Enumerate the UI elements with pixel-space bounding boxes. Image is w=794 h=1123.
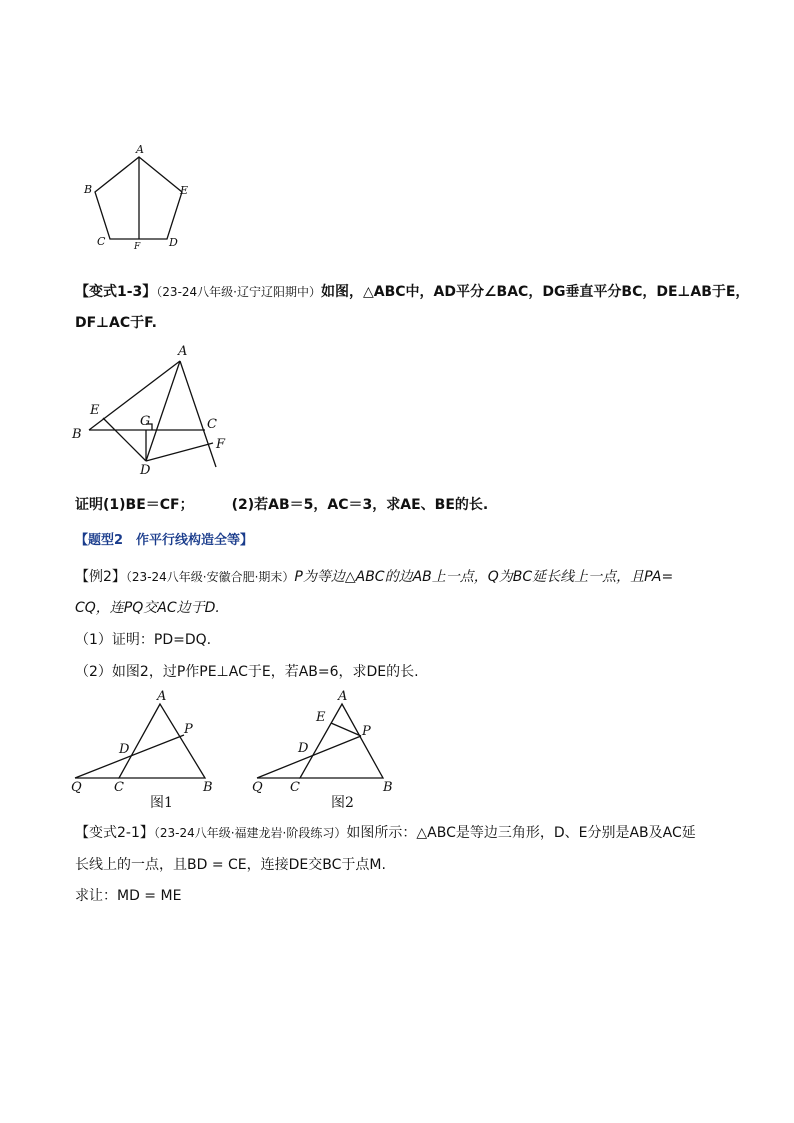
label-e: E — [90, 403, 100, 418]
example-2-line2: CQ，连PQ交AC边于D. — [75, 600, 220, 616]
fig2-label-c: C — [290, 780, 300, 795]
fig2-label-q: Q — [252, 780, 263, 795]
variant-2-1-line3: 求让：MD = ME — [75, 888, 182, 904]
example-2-source: （23-24八年级·安徽合肥·期末） — [125, 570, 295, 584]
label-b: B — [72, 427, 82, 442]
proof-part2: (2)若AB＝5，AC＝3，求AE、BE的长. — [231, 497, 489, 513]
label-g: G — [140, 414, 151, 429]
label-b: B — [84, 183, 93, 196]
fig2-segment-qp — [257, 736, 361, 778]
variant-1-3-line2: DF⊥AC于F. — [75, 315, 157, 331]
variant-1-3-source: （23-24八年级·辽宁辽阳期中） — [156, 285, 321, 299]
example-2-q1: （1）证明：PD=DQ. — [75, 632, 212, 648]
label-d: D — [169, 236, 178, 249]
label-f: F — [216, 437, 226, 452]
fig2-label-b: B — [383, 780, 393, 795]
fig2-triangle — [300, 704, 383, 778]
label-f: F — [134, 242, 141, 252]
label-d: D — [140, 463, 151, 478]
topic-2-heading: 【题型2 作平行线构造全等】 — [75, 533, 254, 548]
example-2-q2: （2）如图2，过P作PE⊥AC于E，若AB=6，求DE的长. — [75, 664, 419, 680]
variant-2-1-tag: 【变式2-1】 — [75, 825, 154, 841]
fig1-label-q: Q — [71, 780, 82, 795]
label-a: A — [136, 143, 144, 156]
label-e: E — [180, 184, 189, 197]
fig2-label-e: E — [316, 710, 326, 725]
variant-2-1-line1 — [75, 823, 696, 843]
fig1-label-c: C — [114, 780, 124, 795]
fig1-segment-qp — [75, 735, 184, 778]
variant-2-1-source: （23-24八年级·福建龙岩·阶段练习） — [153, 826, 347, 840]
fig1-triangle — [119, 704, 205, 778]
fig1-label-p: P — [184, 722, 193, 737]
example-2-text1: P为等边△ABC的边AB上一点，Q为BC延长线上一点，且PA= — [294, 569, 674, 585]
variant-2-1-text1: 如图所示：△ABC是等边三角形，D、E分别是AB及AC延 — [346, 825, 696, 841]
variant-1-3-tag: 【变式1-3】 — [75, 284, 157, 300]
label-c: C — [97, 235, 106, 248]
proof-part1: 证明(1)BE＝CF； — [75, 497, 194, 513]
label-c: C — [207, 417, 217, 432]
fig1-label-d: D — [119, 742, 130, 757]
label-a: A — [178, 344, 188, 359]
fig1-label-a: A — [157, 689, 167, 704]
fig2-label-p: P — [362, 724, 371, 739]
variant-2-1-line2: 长线上的一点，且BD = CE，连接DE交BC于点M. — [75, 857, 386, 873]
fig2-label-a: A — [338, 689, 348, 704]
fig2-caption: 图2 — [331, 795, 354, 811]
fig2-label-d: D — [298, 741, 309, 756]
example-2-tag: 【例2】 — [75, 569, 126, 585]
fig1-label-b: B — [203, 780, 213, 795]
fig1-caption: 图1 — [150, 795, 173, 811]
variant-1-3-text1: 如图，△ABC中，AD平分∠BAC，DG垂直平分BC，DE⊥AB于E， — [320, 284, 750, 300]
